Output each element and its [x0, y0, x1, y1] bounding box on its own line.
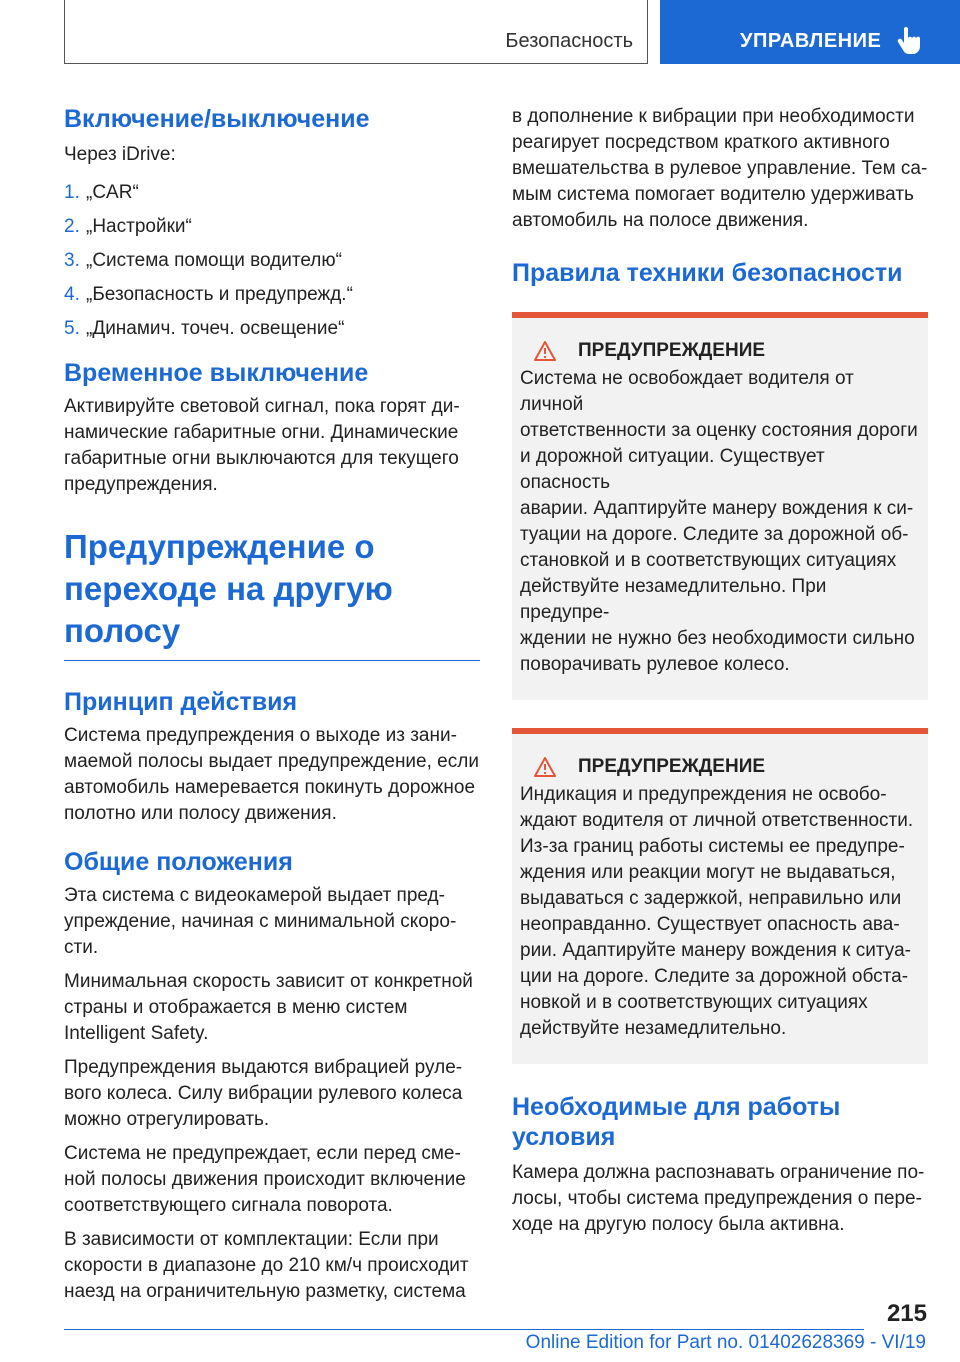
- section-title: Безопасность: [505, 30, 633, 52]
- general-paragraph: Эта система с видеокамерой выдает пред- упреждение, начиная с минимальной скоро- сти.: [64, 885, 457, 958]
- chapter-tab[interactable]: [660, 0, 960, 64]
- chapter-tab-label: УПРАВЛЕНИЕ: [740, 30, 882, 52]
- section-divider: [64, 660, 480, 661]
- principle-text: Система предупреждения о выходе из зани- маемой полосы выдает предупреждение, если автомобиль намеревается покинуть дорожное полотно или полосу движения.: [64, 725, 479, 824]
- conditions-text: Камера должна распознавать ограничение по- лосы, чтобы система предупреждения о пере- ходе на другую полосу была активна.: [512, 1162, 925, 1235]
- heading-on-off: Включение/выключение: [64, 105, 370, 133]
- temp-off-text: Активируйте световой сигнал, пока горят ди- намические габаритные огни. Динамические габаритные огни выключаются для текущего предупреждения.: [64, 396, 460, 495]
- warning-box: ПРЕДУПРЕЖДЕНИЕ Индикация и предупреждения не освобо- ждают водителя от личной ответственности. Из-за границ работы системы ее предупре- ждения или реакции могут не выдаваться, выдаваться с задержкой, неправильно или неоправданно. Существует опасность ава- рии. Адаптируйте манеру вождения к ситуа- ции на дороге. Следите за дорожной обста- новкой и в соответствующих ситуациях действуйте незамедлительно.: [512, 728, 928, 1064]
- list-item: 2. „Настройки“: [64, 216, 192, 237]
- hand-pointer-icon: [896, 26, 922, 56]
- warning-box: ПРЕДУПРЕЖДЕНИЕ Система не освобождает водителя от личной ответственности за оценку состояния дороги и дорожной ситуации. Существует опасность аварии. Адаптируйте манеру вождения к си- туации на дороге. Следите за дорожной об- становкой и в соответствующих ситуациях действуйте незамедлительно. При предупре- ждении не нужно без необходимости сильно поворачивать рулевое колесо.: [512, 312, 928, 700]
- general-paragraph: В зависимости от комплектации: Если при скорости в диапазоне до 210 км/ч происходит наезд на ограничительную разметку, система: [64, 1229, 469, 1302]
- general-paragraph: Предупреждения выдаются вибрацией руле- вого колеса. Силу вибрации рулевого колеса можно отрегулировать.: [64, 1057, 463, 1130]
- lane-warning-title: Предупреждение о переходе на другую полосу: [64, 528, 393, 649]
- header-frame: [64, 0, 648, 64]
- list-item: 4. „Безопасность и предупрежд.“: [64, 284, 353, 305]
- heading-principle: Принцип действия: [64, 688, 298, 716]
- warning-triangle-icon: [534, 341, 556, 361]
- continuation-text: в дополнение к вибрации при необходимости реагирует посредством краткого активного вмешательства в рулевое управление. Тем са- мым система помогает водителю удерживать автомобиль на полосе движения.: [512, 106, 928, 231]
- list-item: 3. „Система помощи водителю“: [64, 250, 342, 271]
- edition-text: Online Edition for Part no. 01402628369 - VI/19: [525, 1332, 926, 1353]
- right-column: [512, 104, 928, 1238]
- general-paragraph: Система не предупреждает, если перед сме- ной полосы движения происходит включение соответствующего сигнала поворота.: [64, 1143, 466, 1216]
- onoff-intro: Через iDrive:: [64, 144, 176, 165]
- heading-general: Общие положения: [64, 848, 293, 876]
- general-paragraph: Минимальная скорость зависит от конкретной страны и отображается в меню систем Intelligent Safety.: [64, 971, 473, 1044]
- warning-triangle-icon: [534, 757, 556, 777]
- warning-label: ПРЕДУПРЕЖДЕНИЕ: [578, 340, 766, 361]
- heading-conditions: Необходимые для работы условия: [512, 1093, 841, 1151]
- onoff-steps: [64, 180, 480, 342]
- left-column: [64, 104, 480, 1305]
- footer-divider: [64, 1329, 864, 1330]
- heading-safety: Правила техники безопасности: [512, 259, 903, 287]
- heading-temp-off: Временное выключение: [64, 359, 369, 387]
- page-number: 215: [886, 1300, 927, 1327]
- list-item: 1. „CAR“: [64, 182, 139, 203]
- warning-label: ПРЕДУПРЕЖДЕНИЕ: [578, 756, 766, 777]
- list-item: 5. „Динамич. точеч. освещение“: [64, 318, 345, 339]
